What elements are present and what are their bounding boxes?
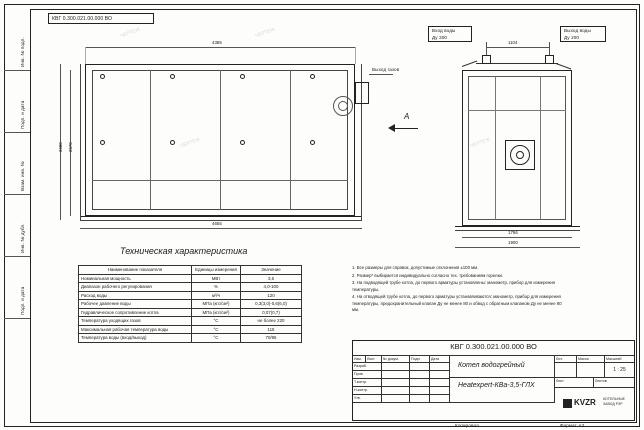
company-name: KVZR: [574, 398, 596, 407]
value-lit: [555, 363, 577, 378]
cell-unit: °С: [192, 325, 241, 334]
row-name: [382, 387, 410, 395]
watermark: ЧЕРТЕЖ: [179, 136, 202, 150]
tech-table: [78, 265, 302, 343]
section-letter: A: [404, 112, 410, 121]
burner-circle-inner: [338, 101, 348, 111]
note-item: 2. Размер* выбирается индивидуально согласно тех. требованиям горелки.: [352, 272, 504, 278]
side-divider: [540, 76, 541, 220]
cell-value: 70/95: [241, 334, 302, 343]
flue-gas-callout: Выход газов: [372, 67, 400, 72]
cell-unit: м³/ч: [192, 291, 241, 300]
water-outlet-nozzle: [545, 55, 554, 64]
row-sign: [410, 379, 430, 387]
table-header-row: [79, 266, 302, 275]
margin-cell: [4, 257, 30, 319]
row-role: Разраб.: [353, 363, 382, 371]
cell-value: 115: [241, 325, 302, 334]
row-name: [382, 371, 410, 379]
title-block-code: КВГ 0.300.021.00.000 ВО: [353, 341, 634, 356]
col-header-name: Наименование показателя: [79, 266, 192, 275]
cell-name: Гидравлическое сопротивление котла: [79, 308, 192, 317]
side-base: [455, 226, 580, 227]
dim-line-top: [85, 47, 355, 48]
cell-unit: МПа (кгс/см²): [192, 300, 241, 309]
dim-bottom-label: 4655: [212, 221, 222, 226]
table-row: [79, 325, 302, 334]
left-edge: [80, 64, 81, 220]
col-list: Лист: [366, 356, 382, 363]
company-logo-mark: [563, 399, 572, 408]
internal-horizontal: [92, 180, 348, 181]
value-scale: 1 : 25: [605, 363, 634, 378]
cell-name: Рабочее давление воды: [79, 300, 192, 309]
col-header-units: Единицы измерения: [192, 266, 241, 275]
dim-line-bottom: [80, 228, 362, 229]
cell-value: 4,0-100: [241, 283, 302, 292]
copy-label: Копировал: [455, 423, 479, 428]
row-date: [430, 363, 450, 371]
dim-ext: [85, 47, 86, 64]
cell-unit: %: [192, 283, 241, 292]
margin-label: Инв. № дубл.: [20, 223, 25, 253]
internal-divider: [220, 70, 221, 210]
row-sign: [410, 395, 430, 403]
tech-table-title: Техническая характеристика: [120, 246, 248, 256]
bolt-marker: [170, 140, 175, 145]
left-margin-column: [4, 9, 31, 421]
table-row: [79, 283, 302, 292]
table-row: [79, 291, 302, 300]
arrow-shaft: [392, 128, 418, 129]
label-lit: Лит.: [555, 356, 577, 363]
bolt-marker: [240, 74, 245, 79]
cell-value: 120: [241, 291, 302, 300]
dim-line-side-mid: [462, 237, 572, 238]
product-name-line1: Котел водогрейный: [450, 356, 555, 378]
row-sign: [410, 363, 430, 371]
col-docnum: № докум.: [382, 356, 410, 363]
row-role: Н.контр.: [353, 387, 382, 395]
table-row: [79, 274, 302, 283]
note-item: 1. Все размеры для справок, допустимые отклонения ±100 мм.: [352, 265, 479, 270]
row-name: [382, 395, 410, 403]
table-row: [79, 317, 302, 326]
row-name: [382, 363, 410, 371]
row-date: [430, 395, 450, 403]
dim-line-side-top: [486, 47, 549, 48]
row-sign: [410, 371, 430, 379]
dim-line-side-bottom: [455, 247, 580, 248]
value-massa: [577, 363, 605, 378]
margin-label: Инв. № подл.: [20, 37, 25, 67]
cell-unit: °С: [192, 334, 241, 343]
note-item: 4. На отводящей трубе котла, до первого арматуры устанавливаются: манометр, прибор для измерения температуры, предохранительный клапан Ду не менее 80 и обвод с обратным клапаном Ду не менее 80 мм.: [352, 294, 562, 312]
product-name-line2: Heatexpert-КВа-3,5-ГЛХ: [450, 378, 555, 403]
margin-label: Взам. инв. №: [20, 161, 25, 191]
bolt-marker: [310, 140, 315, 145]
col-header-value: Значение: [241, 266, 302, 275]
margin-cell: [4, 195, 30, 257]
col-sign: Подп.: [410, 356, 430, 363]
flue-nozzle: [355, 82, 369, 104]
bolt-marker: [170, 74, 175, 79]
cell-name: Расход воды: [79, 291, 192, 300]
title-block: [352, 340, 635, 421]
cell-value: 3,5: [241, 274, 302, 283]
cell-value: 0,3(3,0)-0,6(6,0): [241, 300, 302, 309]
row-role: Утв.: [353, 395, 382, 403]
dim-side-mid-label: 1766: [508, 230, 518, 235]
cell-unit: МВт: [192, 274, 241, 283]
dim-ext: [355, 47, 356, 64]
dim-left-inner-label: 2570: [68, 142, 73, 152]
outlet-label: Выход воды: [564, 28, 591, 33]
top-code-label: КВГ 0.300.021.00.000 ВО: [52, 16, 113, 22]
outlet-leader: [549, 42, 550, 55]
internal-divider: [150, 70, 151, 210]
cell-value: 0,07(0,7): [241, 308, 302, 317]
watermark: ЧЕРТЕЖ: [254, 26, 277, 40]
margin-label: Подп. и дата: [20, 100, 25, 129]
dim-top-label: 4385: [212, 40, 222, 45]
row-role: Пров.: [353, 371, 382, 379]
side-horizontal: [468, 110, 566, 111]
margin-cell: [4, 71, 30, 133]
row-sign: [410, 387, 430, 395]
label-sheet: Лист: [555, 378, 594, 388]
dim-left-outer-label: 2680: [58, 142, 63, 152]
row-date: [430, 371, 450, 379]
table-row: [79, 300, 302, 309]
company-sub-1: КОТЕЛЬНЫЕ: [603, 397, 625, 401]
dim-side-bottom-label: 1900: [508, 240, 518, 245]
col-izm: Изм.: [353, 356, 366, 363]
inlet-leader: [486, 42, 487, 55]
margin-cell: [4, 133, 30, 195]
row-date: [430, 387, 450, 395]
side-divider: [495, 76, 496, 220]
watermark: ЧЕРТЕЖ: [469, 136, 492, 150]
cell-name: Максимальная рабочая температура воды: [79, 325, 192, 334]
inlet-dn-label: Ду 200: [432, 35, 448, 40]
cell-name: Температура уходящих газов: [79, 317, 192, 326]
bolt-marker: [100, 140, 105, 145]
cell-name: Диапазон рабочего регулирования: [79, 283, 192, 292]
row-role: Т.контр.: [353, 379, 382, 387]
label-massa: Масса: [577, 356, 605, 363]
bolt-marker: [240, 140, 245, 145]
note-item: 3. На подводящей трубе котла, до первого арматуры установлены: манометр, прибор для измерения температуры.: [352, 280, 555, 292]
cell-value: не более 220: [241, 317, 302, 326]
company-sub-2: ЗАВОД РЗР: [603, 402, 623, 406]
cell-unit: °С: [192, 317, 241, 326]
format-label: Формат А3: [560, 423, 585, 428]
margin-cell: [4, 9, 30, 71]
arrow-head: [388, 124, 395, 132]
water-inlet-nozzle: [482, 55, 491, 64]
row-name: [382, 379, 410, 387]
cell-name: Номинальная мощность: [79, 274, 192, 283]
base-line: [80, 216, 362, 217]
col-date: Дата: [430, 356, 450, 363]
row-date: [430, 379, 450, 387]
inlet-label: Вход воды: [432, 28, 456, 33]
margin-label: Подп. и дата: [20, 286, 25, 315]
hatch-circle-inner: [516, 151, 524, 159]
outlet-dn-label: Ду 200: [564, 35, 580, 40]
label-sheets: Листов: [594, 378, 634, 388]
bolt-marker: [100, 74, 105, 79]
notes-block: [352, 265, 567, 315]
dim-side-top-label: 1104: [508, 40, 518, 45]
internal-divider: [290, 70, 291, 210]
table-row: [79, 308, 302, 317]
cell-name: Температура воды (вход/выход): [79, 334, 192, 343]
bolt-marker: [310, 74, 315, 79]
cell-unit: МПа (кгс/см²): [192, 308, 241, 317]
table-row: [79, 334, 302, 343]
label-scale: Масштаб: [605, 356, 634, 363]
callout-leader: [369, 74, 393, 75]
watermark: ЧЕРТЕЖ: [119, 26, 142, 40]
